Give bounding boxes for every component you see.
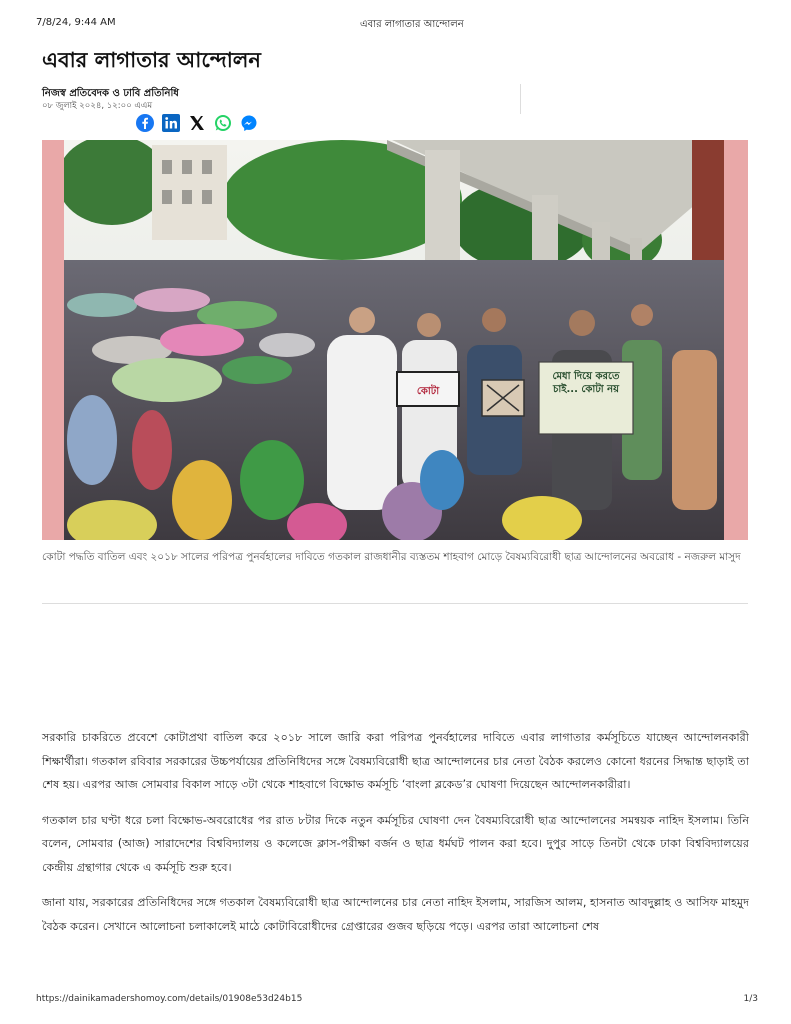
header-divider — [520, 84, 521, 114]
print-page-title: এবার লাগাতার আন্দোলন — [360, 19, 464, 30]
article-byline: নিজস্ব প্রতিবেদক ও ঢাবি প্রতিনিধি — [42, 88, 179, 99]
article-body — [42, 726, 749, 950]
print-page-number: 1/3 — [743, 994, 758, 1004]
placard-text-quota: কোটা — [416, 386, 440, 397]
print-url: https://dainikamadershomoy.com/details/01908e53d24b15 — [36, 994, 303, 1004]
messenger-icon[interactable] — [239, 113, 259, 133]
x-icon[interactable] — [187, 113, 207, 133]
article-date: ০৮ জুলাই ২০২৪, ১২:০০ এএম — [42, 101, 153, 111]
article-paragraph: গতকাল চার ঘণ্টা ধরে চলা বিক্ষোভ-অবরোধের পর রাত ৮টার দিকে নতুন কর্মসূচির ঘোষণা দেন বৈষম্যবিরোধী ছাত্র আন্দোলনের সমন্বয়ক নাহিদ ইসলাম। তিনি বলেন, সোমবার (আজ) সারাদেশের বিশ্ববিদ্যালয় ও কলেজে ক্লাস-পরীক্ষা বর্জন ও ছাত্র ধর্মঘট পালন করা হবে। দুপুর সাড়ে তিনটা থেকে ঢাকা বিশ্ববিদ্যালয়ের কেন্দ্রীয় গ্রন্থাগার থেকে এ কর্মসূচি শুরু হবে। — [42, 813, 749, 874]
article-paragraph: জানা যায়, সরকারের প্রতিনিধিদের সঙ্গে গতকাল বৈষম্যবিরোধী ছাত্র আন্দোলনের চার নেতা নাহিদ ইসলাম, সারজিস আলম, হাসনাত আবদুল্লাহ ও আসিফ মাহমুদ বৈঠক করেন। সেখানে আলোচনা চলাকালেই মাঠে কোটাবিরোধীদের গ্রেপ্তারের গুজব ছড়িয়ে পড়ে। এরপর তারা আলোচনা শেষ — [42, 896, 749, 933]
facebook-icon[interactable] — [135, 113, 155, 133]
article-photo — [42, 140, 748, 540]
whatsapp-icon[interactable] — [213, 113, 233, 133]
share-bar — [135, 113, 259, 133]
protest-photo-illustration — [42, 140, 748, 540]
placard-text-merit: মেধা দিয়ে করতে চাই... কোটা নয় — [552, 371, 620, 395]
caption-divider — [42, 603, 748, 604]
article-paragraph: সরকারি চাকরিতে প্রবেশে কোটাপ্রথা বাতিল করে ২০১৮ সালে জারি করা পরিপত্র পুনর্বহালের দাবিতে এবার লাগাতার কর্মসূচিতে যাচ্ছেন আন্দোলনকারী শিক্ষার্থীরা। গতকাল রবিবার সরকারের উচ্চপর্যায়ের প্রতিনিধিদের সঙ্গে বৈষম্যবিরোধী ছাত্র আন্দোলনের চার নেতা বৈঠক করলেও কোনো ধরনের সিদ্ধান্ত ছাড়াই তা শেষ হয়। এরপর আজ সোমবার বিকাল সাড়ে ৩টা থেকে শাহবাগে বিক্ষোভ কর্মসূচি ‘বাংলা ব্লকেড’র ঘোষণা দিয়েছেন আন্দোলনকারীরা। — [42, 731, 749, 791]
photo-caption: কোটা পদ্ধতি বাতিল এবং ২০১৮ সালের পরিপত্র পুনর্বহালের দাবিতে গতকাল রাজধানীর ব্যস্ততম শাহবাগ মোড়ে বৈষম্যবিরোধী ছাত্র আন্দোলনের অবরোধ - নজরুল মাসুদ — [42, 551, 741, 563]
print-datetime: 7/8/24, 9:44 AM — [36, 17, 116, 28]
linkedin-icon[interactable] — [161, 113, 181, 133]
article-title: এবার লাগাতার আন্দোলন — [42, 48, 261, 72]
